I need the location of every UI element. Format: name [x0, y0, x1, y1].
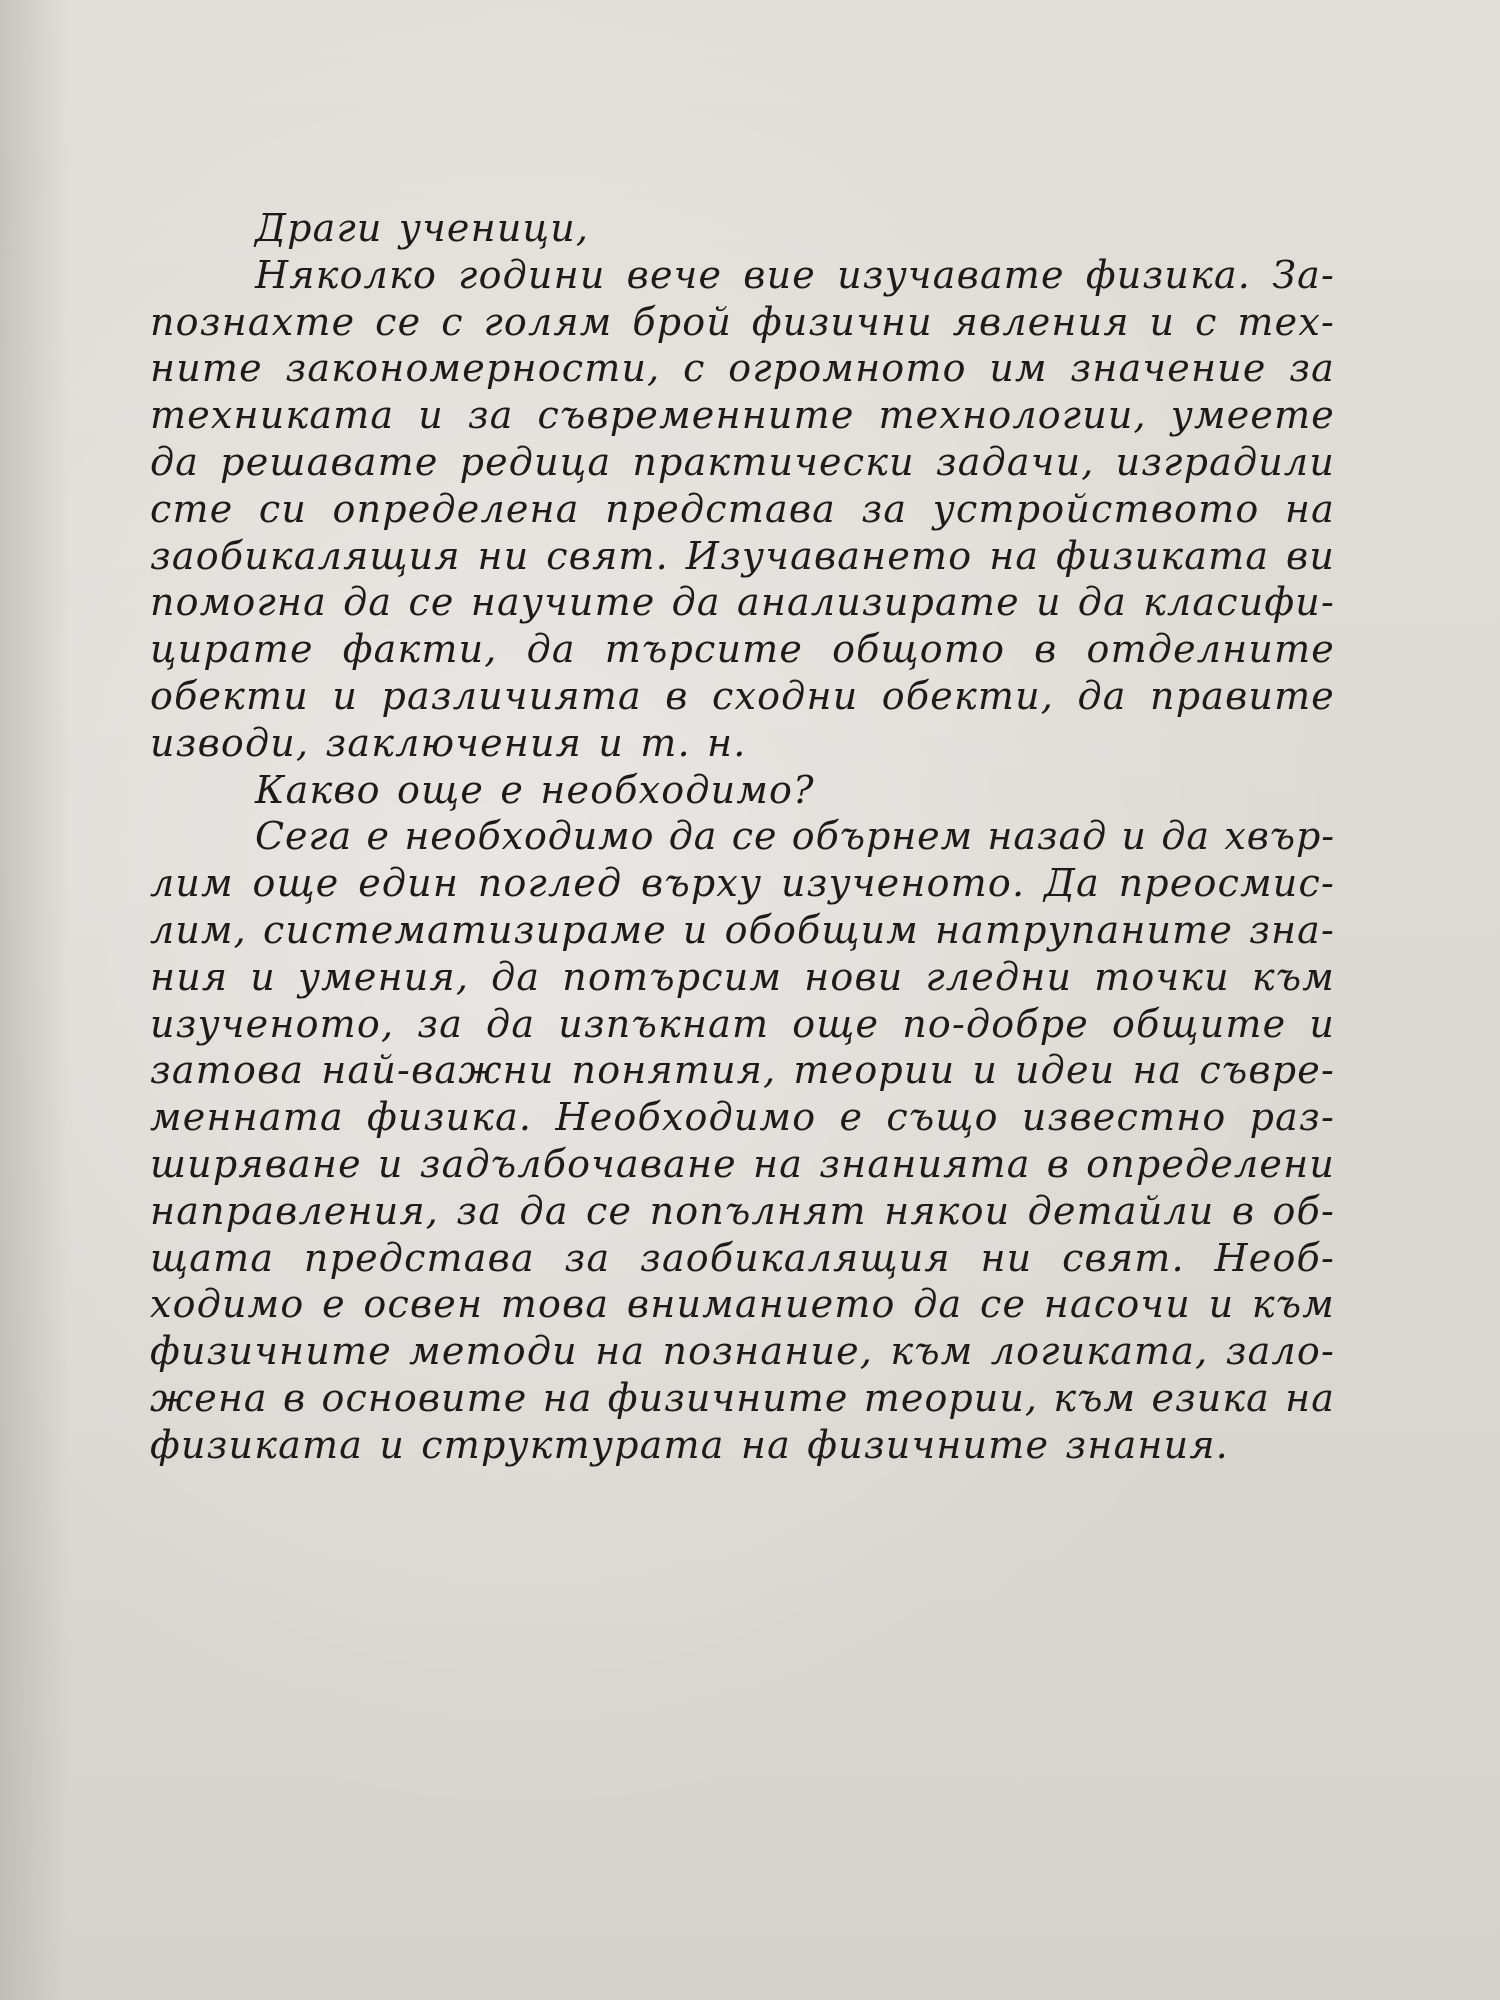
paragraph-2-line-4: ния и умения, да потърсим нови гледни точки към [150, 954, 1335, 999]
paragraph-1-line-11: изводи, заключения и т. н. [150, 720, 747, 765]
paragraph-2-line-7: менната физика. Необходимо е също известно раз- [150, 1095, 1335, 1140]
paragraph-2 [150, 813, 1335, 1468]
paragraph-1-line-6: сте си определена представа за устройството на [150, 486, 1335, 531]
paragraph-2-line-14: физиката и структурата на физичните знания. [150, 1422, 1229, 1467]
paragraph-2-line-2: лим още един поглед върху изученото. Да преосмис- [150, 861, 1335, 906]
paragraph-1-line-9: цирате факти, да търсите общото в отделните [150, 627, 1335, 672]
question-line: Какво още е необходимо? [255, 767, 815, 812]
paragraph-2-line-1: Сега е необходимо да се обърнем назад и да хвър- [255, 814, 1335, 859]
paragraph-1-line-5: да решавате редица практически задачи, изградили [150, 439, 1335, 484]
paragraph-1-line-7: заобикалящия ни свят. Изучаването на физиката ви [150, 533, 1335, 578]
paragraph-2-line-12: физичните методи на познание, към логиката, зало- [150, 1329, 1335, 1374]
greeting-line: Драги ученици, [255, 206, 590, 250]
paragraph-2-line-3: лим, систематизираме и обобщим натрупаните зна- [150, 907, 1335, 952]
paragraph-1-line-8: помогна да се научите да анализирате и да класифи- [150, 580, 1335, 625]
paragraph-2-line-8: ширяване и задълбочаване на знанията в определени [150, 1141, 1335, 1186]
paragraph-1-line-3: ните закономерности, с огромното им значение за [150, 346, 1335, 391]
letter-text [150, 205, 1335, 1469]
greeting-paragraph [150, 205, 1335, 252]
paragraph-1 [150, 252, 1335, 767]
paragraph-1-line-4: техниката и за съвременните технологии, умеете [150, 393, 1335, 438]
paragraph-2-line-9: направления, за да се попълнят някои детайли в об- [150, 1188, 1335, 1233]
paragraph-2-line-5: изученото, за да изпъкнат още по-добре общите и [150, 1001, 1335, 1046]
paragraph-2-line-10: щата представа за заобикалящия ни свят. Необ- [150, 1235, 1335, 1280]
paragraph-2-line-13: жена в основите на физичните теории, към езика на [150, 1375, 1335, 1420]
paragraph-2-line-11: ходимо е освен това вниманието да се насочи и към [150, 1282, 1335, 1327]
paragraph-1-line-1: Няколко години вече вие изучавате физика. За- [255, 252, 1335, 297]
paragraph-1-line-10: обекти и различията в сходни обекти, да правите [150, 673, 1335, 718]
page-gutter-shadow [0, 0, 70, 2000]
paragraph-1-line-2: познахте се с голям брой физични явления и с тех- [150, 299, 1335, 344]
question-paragraph [150, 767, 1335, 814]
paragraph-2-line-6: затова най-важни понятия, теории и идеи на съвре- [150, 1048, 1335, 1093]
